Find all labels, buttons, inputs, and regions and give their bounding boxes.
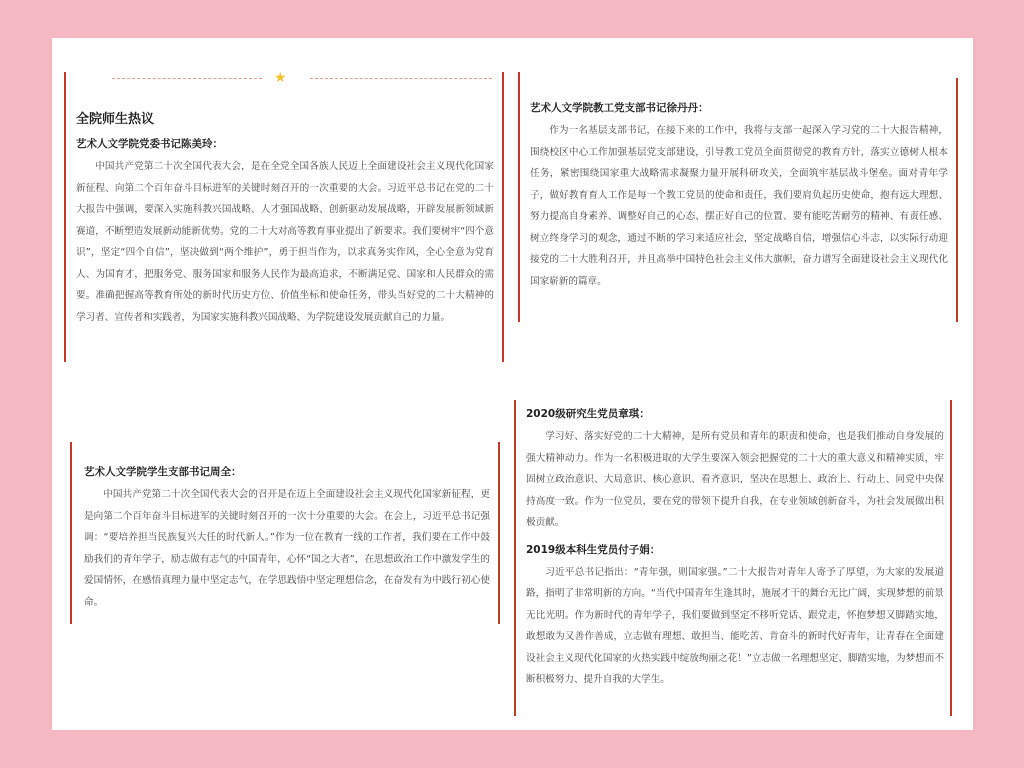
quote-text: 作为一名基层支部书记，在接下来的工作中，我将与支部一起深入学习党的二十大报告精神，围绕校区中心工作加强基层党支部建设，引导教工党员全面贯彻党的教育方针，落实立德树人根本任务，紧密围绕国家重大战略需求凝聚力量开展科研攻关，全面筑牢基层战斗堡垒。面对青年学子，做好教育育人工作是每一个教工党员的使命和责任，我们要肩负起历史使命，抱有远大理想、努力提高自身素养、调整好自己的心态、摆正好自己的位置、要有能吃苦耐劳的精神、有责任感、树立终身学习的观念，通过不断的学习来适应社会，坚定战略自信，增强信心斗志，以实际行动迎接党的二十大胜利召开，并且高举中国特色社会主义伟大旗帜，奋力谱写全面建设社会主义现代化国家崭新的篇章。 <box>530 125 948 287</box>
speaker-name: 艺术人文学院学生支部书记周全： <box>84 466 242 478</box>
accent-line-left <box>518 72 520 322</box>
accent-line-left <box>70 442 72 624</box>
quote-block-party-secretary <box>76 110 494 328</box>
quote-text: 中国共产党第二十次全国代表大会的召开是在迈上全面建设社会主义现代化国家新征程，更是向第二个百年奋斗目标进军的关键时刻召开的一次十分重要的大会。在会上，习近平总书记强调：“要培养担当民族复兴大任的时代新人。”作为一位在教育一线的工作者，我们要在工作中鼓励我们的青年学子，励志做有志气的中国青年，心怀“国之大者”，在思想政治工作中激发学生的爱国情怀，在感悟真理力量中坚定志气，在学思践悟中坚定理想信念，在奋发有为中践行初心使命。 <box>84 489 490 608</box>
quote-block-student-branch <box>84 462 490 613</box>
accent-line-left <box>514 400 516 716</box>
speaker-name: 2020级研究生党员章琪： <box>526 408 650 420</box>
quote-text: 习近平总书记指出：“青年强，则国家强。”二十大报告对青年人寄予了厚望，为大家的发展道路，指明了非常明新的方向。“当代中国青年生逢其时，施展才干的舞台无比广阔，实现梦想的前景无比光明。作为新时代的青年学子，我们要做到坚定不移听党话、跟党走，怀抱梦想又脚踏实地，敢想敢为又善作善成，立志做有理想、敢担当、能吃苦、肯奋斗的新时代好青年，让青春在全面建设社会主义现代化国家的火热实践中绽放绚丽之花！”立志做一名理想坚定、脚踏实地，为梦想而不断积极努力、提升自我的大学生。 <box>526 566 944 685</box>
dashed-divider-left <box>112 78 262 79</box>
accent-line-left <box>64 72 66 362</box>
accent-line-right <box>502 72 504 362</box>
section-title: 全院师生热议 <box>76 112 155 127</box>
accent-line-right <box>956 78 958 322</box>
title-ornament <box>112 72 492 86</box>
accent-line-right <box>950 400 952 716</box>
speaker-name: 艺术人文学院党委书记陈美玲： <box>76 138 223 150</box>
quote-text: 学习好、落实好党的二十大精神，是所有党员和青年的职责和使命，也是我们推动自身发展的强大精神动力。作为一名积极进取的大学生要深入领会把握党的二十大的重大意义和精神实质，牢固树立政治意识、大局意识、核心意识、看齐意识，坚决在思想上、政治上、行动上、同党中央保持高度一致。作为一位党员，要在党的带领下提升自我，在专业领域创新奋斗，为社会发展做出积极贡献。 <box>526 431 944 528</box>
accent-line-right <box>498 442 500 624</box>
quote-text: 中国共产党第二十次全国代表大会，是在全党全国各族人民迈上全面建设社会主义现代化国家新征程、向第二个百年奋斗目标进军的关键时刻召开的一次重要的大会。习近平总书记在党的二十大报告中强调，要深入实施科教兴国战略、人才强国战略、创新驱动发展战略，开辟发展新领域新赛道，不断塑造发展新动能新优势。党的二十大对高等教育事业提出了新要求。我们要树牢“四个意识”，坚定“四个自信”，坚决做到“两个维护”，勇于担当作为，以求真务实作风，全心全意为党育人、为国育才，把服务党、服务国家和服务人民作为最高追求，不断满足党、国家和人民群众的需要。准确把握高等教育所处的新时代历史方位、价值坐标和使命任务，带头当好党的二十大精神的学习者、宣传者和实践者，为国家实施科教兴国战略、为学院建设发展贡献自己的力量。 <box>76 161 494 323</box>
speaker-name: 艺术人文学院教工党支部书记徐丹丹： <box>530 102 709 114</box>
dashed-divider-right <box>310 78 492 79</box>
quote-block-student-members <box>526 404 944 691</box>
star-icon: ★ <box>274 70 287 86</box>
speaker-name: 2019级本科生党员付子娟： <box>526 543 661 556</box>
quote-block-staff-branch <box>530 98 948 292</box>
